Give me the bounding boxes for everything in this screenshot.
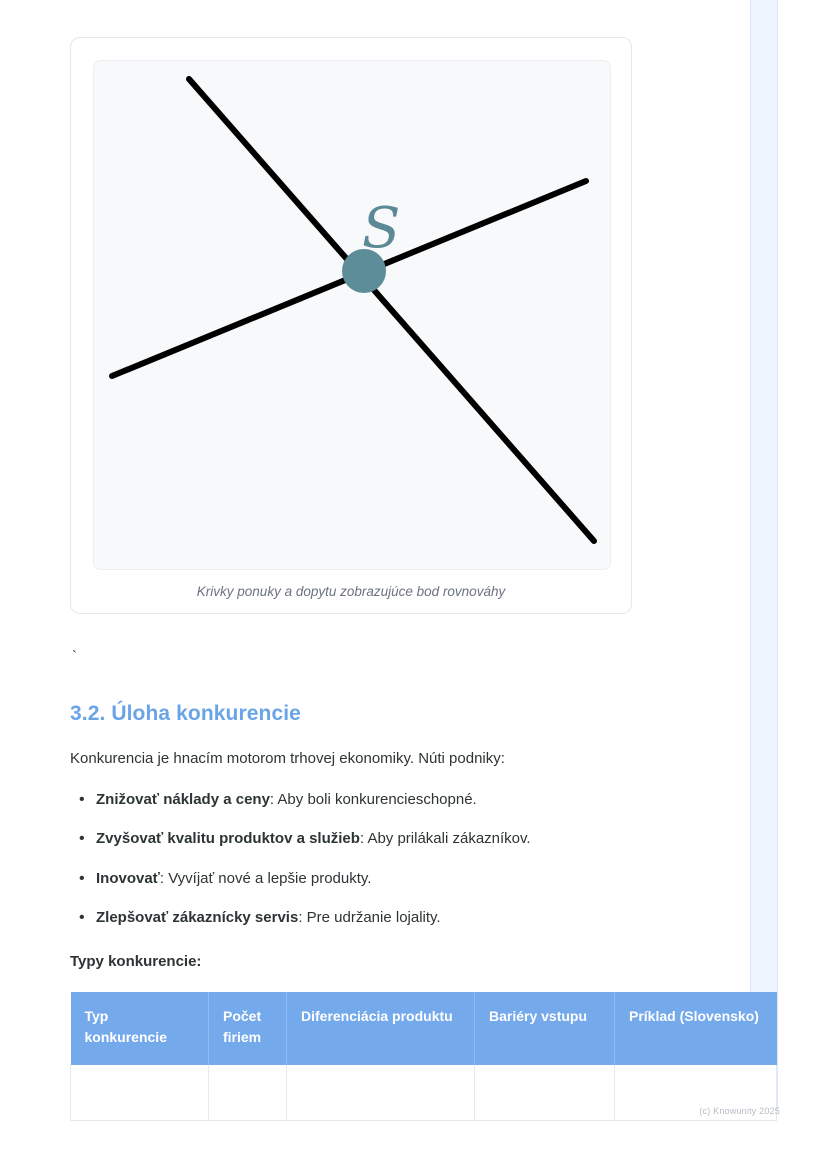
figure-caption: Krivky ponuky a dopytu zobrazujúce bod rovnováhy: [196, 584, 506, 599]
section-intro-paragraph: Konkurencia je hnacím motorom trhovej ekonomiky. Núti podniky:: [70, 750, 505, 767]
table-row: [71, 1065, 777, 1121]
list-item-term: Zvyšovať kvalitu produktov a služieb: [96, 830, 360, 847]
table-sub-label: Typy konkurencie:: [70, 952, 202, 970]
table-header-cell: Typ konkurencie: [71, 992, 209, 1065]
list-item: [96, 868, 636, 891]
section-heading: 3.2. Úloha konkurencie: [70, 702, 301, 725]
table-header-cell: Príklad (Slovensko): [615, 992, 777, 1065]
list-item-desc: : Aby boli konkurencieschopné.: [269, 790, 477, 808]
table-cell: [71, 1065, 209, 1121]
right-scroll-rail[interactable]: [750, 0, 778, 1110]
list-item: [96, 789, 636, 812]
list-item-term: Inovovať: [96, 869, 160, 887]
table-cell: [475, 1065, 615, 1121]
competition-types-table: [70, 992, 777, 1122]
list-item-desc: : Aby prilákali zákazníkov.: [359, 830, 531, 847]
figure-card: [70, 37, 632, 614]
competition-effects-list: [70, 789, 636, 930]
list-item-term: Zlepšovať zákaznícky servis: [96, 909, 299, 926]
table-header-cell: Bariéry vstupu: [475, 992, 615, 1065]
list-item-term: Znižovať náklady a ceny: [96, 790, 270, 808]
stray-backtick: `: [72, 648, 77, 665]
table-cell: [287, 1065, 475, 1121]
table-header-row: [71, 992, 777, 1065]
table-cell: [209, 1065, 287, 1121]
supply-demand-lines-icon: [94, 61, 611, 570]
list-item-desc: : Pre udržanie lojality.: [298, 909, 441, 926]
table-header-cell: Počet firiem: [209, 992, 287, 1065]
list-item-desc: : Vyvíjať nové a lepšie produkty.: [159, 869, 372, 887]
supply-demand-chart: [93, 60, 611, 570]
watermark: (c) Knowunity 2025: [699, 1106, 780, 1116]
list-item: [96, 907, 636, 930]
list-item: [96, 828, 636, 851]
table-header-cell: Diferenciácia produktu: [287, 992, 475, 1065]
curve-label-s: S: [362, 196, 401, 261]
